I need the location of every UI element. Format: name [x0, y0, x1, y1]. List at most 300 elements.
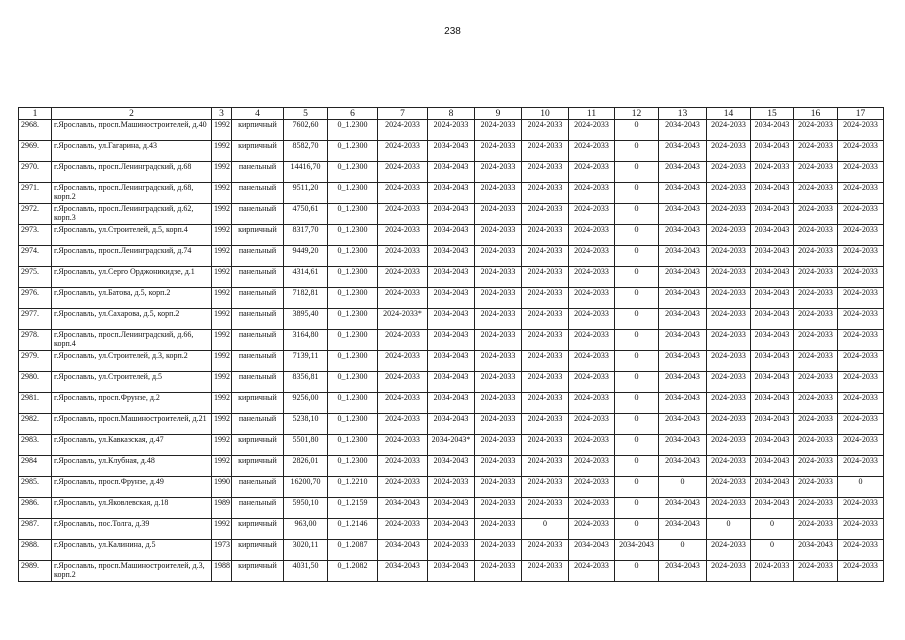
- wall-material-cell: панельный: [232, 183, 284, 204]
- table-row: [19, 414, 884, 435]
- coefficient-cell: 0_1.2300: [328, 120, 378, 141]
- period-col-11-cell: 2024-2033: [569, 162, 615, 183]
- wall-material-cell: панельный: [232, 288, 284, 309]
- period-col-12-cell: 0: [615, 561, 659, 582]
- address-cell: г.Ярославль, ул.Клубная, д.48: [52, 456, 212, 477]
- period-col-8-cell: 2034-2043: [428, 372, 475, 393]
- table-header-row: [19, 108, 884, 120]
- period-col-15-cell: 2034-2043: [751, 498, 794, 519]
- period-col-10-cell: 2024-2033: [522, 456, 569, 477]
- coefficient-cell: 0_1.2300: [328, 456, 378, 477]
- table-row: [19, 540, 884, 561]
- period-col-13-cell: 2034-2043: [659, 204, 707, 225]
- period-col-9-cell: 2024-2033: [475, 267, 522, 288]
- period-col-14-cell: 2024-2033: [707, 561, 751, 582]
- wall-material-cell: панельный: [232, 330, 284, 351]
- period-col-10-cell: 2024-2033: [522, 414, 569, 435]
- period-col-12-cell: 0: [615, 519, 659, 540]
- coefficient-cell: 0_1.2300: [328, 351, 378, 372]
- area-cell: 14416,70: [284, 162, 328, 183]
- year-built-cell: 1973: [212, 540, 232, 561]
- area-cell: 963,00: [284, 519, 328, 540]
- year-built-cell: 1992: [212, 204, 232, 225]
- period-col-15-cell: 0: [751, 540, 794, 561]
- period-col-15-cell: 2034-2043: [751, 456, 794, 477]
- period-col-10-cell: 2024-2033: [522, 288, 569, 309]
- address-cell: г.Ярославль, ул.Кавказская, д.47: [52, 435, 212, 456]
- coefficient-cell: 0_1.2300: [328, 204, 378, 225]
- period-col-12-cell: 0: [615, 456, 659, 477]
- period-col-17-cell: 2024-2033: [838, 309, 884, 330]
- period-col-12-cell: 0: [615, 330, 659, 351]
- period-col-7-cell: 2024-2033: [378, 414, 428, 435]
- period-col-12-cell: 0: [615, 498, 659, 519]
- address-cell: г.Ярославль, ул.Сахарова, д.5, корп.2: [52, 309, 212, 330]
- year-built-cell: 1992: [212, 435, 232, 456]
- area-cell: 4031,50: [284, 561, 328, 582]
- period-col-15-cell: 2034-2043: [751, 288, 794, 309]
- period-col-12-cell: 0: [615, 351, 659, 372]
- wall-material-cell: панельный: [232, 498, 284, 519]
- period-col-13-cell: 2034-2043: [659, 414, 707, 435]
- period-col-10-cell: 2024-2033: [522, 141, 569, 162]
- row-number-cell: 2986.: [19, 498, 52, 519]
- period-col-16-cell: 2024-2033: [794, 288, 838, 309]
- area-cell: 7182,81: [284, 288, 328, 309]
- period-col-16-cell: 2024-2033: [794, 414, 838, 435]
- year-built-cell: 1992: [212, 456, 232, 477]
- period-col-14-cell: 2024-2033: [707, 267, 751, 288]
- period-col-11-cell: 2024-2033: [569, 141, 615, 162]
- period-col-10-cell: 2024-2033: [522, 435, 569, 456]
- wall-material-cell: кирпичный: [232, 225, 284, 246]
- period-col-12-cell: 0: [615, 288, 659, 309]
- period-col-7-cell: 2034-2043: [378, 498, 428, 519]
- period-col-10-cell: 2024-2033: [522, 204, 569, 225]
- period-col-12-cell: 0: [615, 183, 659, 204]
- wall-material-cell: кирпичный: [232, 456, 284, 477]
- period-col-17-cell: 2024-2033: [838, 246, 884, 267]
- period-col-17-cell: 2024-2033: [838, 225, 884, 246]
- period-col-16-cell: 2024-2033: [794, 477, 838, 498]
- table-row: [19, 225, 884, 246]
- period-col-12-cell: 0: [615, 309, 659, 330]
- coefficient-cell: 0_1.2300: [328, 141, 378, 162]
- period-col-10-cell: 2024-2033: [522, 309, 569, 330]
- address-cell: г.Ярославль, просп.Ленинградский, д.68: [52, 162, 212, 183]
- table-row: [19, 330, 884, 351]
- period-col-15-cell: 2034-2043: [751, 204, 794, 225]
- period-col-17-cell: 2024-2033: [838, 456, 884, 477]
- table-row: [19, 141, 884, 162]
- year-built-cell: 1989: [212, 498, 232, 519]
- row-number-cell: 2989.: [19, 561, 52, 582]
- period-col-9-cell: 2024-2033: [475, 204, 522, 225]
- column-header-5: 5: [284, 108, 328, 120]
- year-built-cell: 1992: [212, 183, 232, 204]
- period-col-9-cell: 2024-2033: [475, 435, 522, 456]
- address-cell: г.Ярославль, ул.Батова, д.5, корп.2: [52, 288, 212, 309]
- area-cell: 5501,80: [284, 435, 328, 456]
- period-col-16-cell: 2024-2033: [794, 456, 838, 477]
- period-col-15-cell: 2034-2043: [751, 477, 794, 498]
- period-col-11-cell: 2024-2033: [569, 561, 615, 582]
- area-cell: 7602,60: [284, 120, 328, 141]
- table-row: [19, 309, 884, 330]
- period-col-15-cell: 2034-2043: [751, 225, 794, 246]
- period-col-7-cell: 2024-2033: [378, 162, 428, 183]
- period-col-11-cell: 2024-2033: [569, 183, 615, 204]
- coefficient-cell: 0_1.2300: [328, 309, 378, 330]
- period-col-7-cell: 2034-2043: [378, 540, 428, 561]
- period-col-11-cell: 2024-2033: [569, 288, 615, 309]
- wall-material-cell: панельный: [232, 246, 284, 267]
- row-number-cell: 2982.: [19, 414, 52, 435]
- period-col-7-cell: 2024-2033: [378, 246, 428, 267]
- period-col-14-cell: 2024-2033: [707, 414, 751, 435]
- period-col-7-cell: 2024-2033: [378, 477, 428, 498]
- period-col-16-cell: 2024-2033: [794, 162, 838, 183]
- year-built-cell: 1992: [212, 162, 232, 183]
- period-col-17-cell: 2024-2033: [838, 540, 884, 561]
- period-col-14-cell: 2024-2033: [707, 330, 751, 351]
- period-col-13-cell: 2034-2043: [659, 351, 707, 372]
- column-header-3: 3: [212, 108, 232, 120]
- period-col-12-cell: 0: [615, 204, 659, 225]
- period-col-14-cell: 2024-2033: [707, 120, 751, 141]
- period-col-15-cell: 2024-2033: [751, 162, 794, 183]
- wall-material-cell: панельный: [232, 414, 284, 435]
- period-col-7-cell: 2024-2033: [378, 393, 428, 414]
- table-row: [19, 120, 884, 141]
- period-col-11-cell: 2024-2033: [569, 246, 615, 267]
- area-cell: 4750,61: [284, 204, 328, 225]
- period-col-17-cell: 2024-2033: [838, 498, 884, 519]
- year-built-cell: 1992: [212, 351, 232, 372]
- period-col-10-cell: 2024-2033: [522, 330, 569, 351]
- period-col-14-cell: 2024-2033: [707, 351, 751, 372]
- column-header-6: 6: [328, 108, 378, 120]
- period-col-16-cell: 2024-2033: [794, 435, 838, 456]
- period-col-10-cell: 2024-2033: [522, 183, 569, 204]
- year-built-cell: 1988: [212, 561, 232, 582]
- table-row: [19, 162, 884, 183]
- period-col-14-cell: 2024-2033: [707, 246, 751, 267]
- period-col-9-cell: 2024-2033: [475, 456, 522, 477]
- row-number-cell: 2985.: [19, 477, 52, 498]
- column-header-17: 17: [838, 108, 884, 120]
- column-header-2: 2: [52, 108, 212, 120]
- period-col-9-cell: 2024-2033: [475, 393, 522, 414]
- period-col-11-cell: 2024-2033: [569, 309, 615, 330]
- area-cell: 2826,01: [284, 456, 328, 477]
- row-number-cell: 2972.: [19, 204, 52, 225]
- coefficient-cell: 0_1.2300: [328, 246, 378, 267]
- period-col-9-cell: 2024-2033: [475, 309, 522, 330]
- period-col-13-cell: 0: [659, 477, 707, 498]
- period-col-7-cell: 2024-2033: [378, 204, 428, 225]
- year-built-cell: 1992: [212, 246, 232, 267]
- coefficient-cell: 0_1.2300: [328, 267, 378, 288]
- housing-table: [18, 107, 884, 582]
- table-row: [19, 288, 884, 309]
- row-number-cell: 2975.: [19, 267, 52, 288]
- coefficient-cell: 0_1.2300: [328, 414, 378, 435]
- period-col-9-cell: 2024-2033: [475, 246, 522, 267]
- period-col-16-cell: 2024-2033: [794, 393, 838, 414]
- period-col-8-cell: 2034-2043: [428, 141, 475, 162]
- wall-material-cell: панельный: [232, 309, 284, 330]
- period-col-9-cell: 2024-2033: [475, 120, 522, 141]
- period-col-13-cell: 2034-2043: [659, 309, 707, 330]
- coefficient-cell: 0_1.2159: [328, 498, 378, 519]
- coefficient-cell: 0_1.2300: [328, 435, 378, 456]
- period-col-8-cell: 2034-2043: [428, 309, 475, 330]
- period-col-12-cell: 0: [615, 267, 659, 288]
- period-col-9-cell: 2024-2033: [475, 498, 522, 519]
- address-cell: г.Ярославль, ул.Строителей, д.5: [52, 372, 212, 393]
- year-built-cell: 1992: [212, 330, 232, 351]
- period-col-14-cell: 2024-2033: [707, 456, 751, 477]
- table-row: [19, 477, 884, 498]
- period-col-15-cell: 2034-2043: [751, 393, 794, 414]
- period-col-14-cell: 2024-2033: [707, 393, 751, 414]
- period-col-12-cell: 2034-2043: [615, 540, 659, 561]
- period-col-9-cell: 2024-2033: [475, 540, 522, 561]
- period-col-8-cell: 2034-2043: [428, 414, 475, 435]
- table-row: [19, 267, 884, 288]
- column-header-1: 1: [19, 108, 52, 120]
- period-col-8-cell: 2034-2043: [428, 519, 475, 540]
- period-col-14-cell: 2024-2033: [707, 435, 751, 456]
- period-col-10-cell: 2024-2033: [522, 162, 569, 183]
- address-cell: г.Ярославль, просп.Машиностроителей, д.40: [52, 120, 212, 141]
- row-number-cell: 2981.: [19, 393, 52, 414]
- row-number-cell: 2968.: [19, 120, 52, 141]
- address-cell: г.Ярославль, просп.Машиностроителей, д.21: [52, 414, 212, 435]
- table-row: [19, 204, 884, 225]
- period-col-12-cell: 0: [615, 435, 659, 456]
- area-cell: 9256,00: [284, 393, 328, 414]
- address-cell: г.Ярославль, просп.Фрунзе, д.2: [52, 393, 212, 414]
- area-cell: 16200,70: [284, 477, 328, 498]
- period-col-13-cell: 2034-2043: [659, 183, 707, 204]
- period-col-11-cell: 2024-2033: [569, 351, 615, 372]
- period-col-17-cell: 2024-2033: [838, 330, 884, 351]
- period-col-7-cell: 2024-2033*: [378, 309, 428, 330]
- period-col-10-cell: 2024-2033: [522, 561, 569, 582]
- period-col-7-cell: 2024-2033: [378, 225, 428, 246]
- period-col-16-cell: 2024-2033: [794, 267, 838, 288]
- period-col-14-cell: 2024-2033: [707, 372, 751, 393]
- period-col-8-cell: 2034-2043: [428, 204, 475, 225]
- year-built-cell: 1992: [212, 393, 232, 414]
- row-number-cell: 2987.: [19, 519, 52, 540]
- period-col-12-cell: 0: [615, 120, 659, 141]
- period-col-16-cell: 2024-2033: [794, 204, 838, 225]
- row-number-cell: 2969.: [19, 141, 52, 162]
- coefficient-cell: 0_1.2300: [328, 393, 378, 414]
- period-col-12-cell: 0: [615, 372, 659, 393]
- period-col-10-cell: 2024-2033: [522, 477, 569, 498]
- period-col-16-cell: 2024-2033: [794, 141, 838, 162]
- period-col-13-cell: 2034-2043: [659, 267, 707, 288]
- table-row: [19, 246, 884, 267]
- coefficient-cell: 0_1.2300: [328, 330, 378, 351]
- period-col-15-cell: 2034-2043: [751, 246, 794, 267]
- period-col-11-cell: 2024-2033: [569, 414, 615, 435]
- wall-material-cell: кирпичный: [232, 393, 284, 414]
- row-number-cell: 2971.: [19, 183, 52, 204]
- row-number-cell: 2979.: [19, 351, 52, 372]
- wall-material-cell: кирпичный: [232, 435, 284, 456]
- row-number-cell: 2984: [19, 456, 52, 477]
- period-col-9-cell: 2024-2033: [475, 414, 522, 435]
- column-header-9: 9: [475, 108, 522, 120]
- period-col-17-cell: 0: [838, 477, 884, 498]
- period-col-13-cell: 2034-2043: [659, 456, 707, 477]
- row-number-cell: 2988.: [19, 540, 52, 561]
- period-col-14-cell: 2024-2033: [707, 204, 751, 225]
- period-col-13-cell: 2034-2043: [659, 561, 707, 582]
- period-col-10-cell: 2024-2033: [522, 246, 569, 267]
- area-cell: 9511,20: [284, 183, 328, 204]
- coefficient-cell: 0_1.2146: [328, 519, 378, 540]
- period-col-9-cell: 2024-2033: [475, 477, 522, 498]
- wall-material-cell: панельный: [232, 372, 284, 393]
- column-header-15: 15: [751, 108, 794, 120]
- period-col-16-cell: 2034-2043: [794, 540, 838, 561]
- address-cell: г.Ярославль, ул.Калинина, д.5: [52, 540, 212, 561]
- period-col-13-cell: 0: [659, 540, 707, 561]
- period-col-17-cell: 2024-2033: [838, 120, 884, 141]
- coefficient-cell: 0_1.2087: [328, 540, 378, 561]
- period-col-7-cell: 2024-2033: [378, 519, 428, 540]
- year-built-cell: 1992: [212, 288, 232, 309]
- area-cell: 3020,11: [284, 540, 328, 561]
- wall-material-cell: кирпичный: [232, 120, 284, 141]
- period-col-8-cell: 2034-2043: [428, 183, 475, 204]
- period-col-9-cell: 2024-2033: [475, 372, 522, 393]
- period-col-17-cell: 2024-2033: [838, 561, 884, 582]
- coefficient-cell: 0_1.2210: [328, 477, 378, 498]
- period-col-15-cell: 2034-2043: [751, 414, 794, 435]
- table-row: [19, 435, 884, 456]
- column-header-12: 12: [615, 108, 659, 120]
- wall-material-cell: панельный: [232, 351, 284, 372]
- period-col-8-cell: 2034-2043: [428, 498, 475, 519]
- period-col-17-cell: 2024-2033: [838, 162, 884, 183]
- period-col-15-cell: 2024-2033: [751, 561, 794, 582]
- period-col-10-cell: 2024-2033: [522, 498, 569, 519]
- period-col-11-cell: 2024-2033: [569, 330, 615, 351]
- period-col-9-cell: 2024-2033: [475, 183, 522, 204]
- period-col-7-cell: 2034-2043: [378, 561, 428, 582]
- period-col-17-cell: 2024-2033: [838, 204, 884, 225]
- period-col-17-cell: 2024-2033: [838, 267, 884, 288]
- row-number-cell: 2977.: [19, 309, 52, 330]
- coefficient-cell: 0_1.2300: [328, 162, 378, 183]
- column-header-8: 8: [428, 108, 475, 120]
- period-col-7-cell: 2024-2033: [378, 456, 428, 477]
- period-col-14-cell: 2024-2033: [707, 477, 751, 498]
- wall-material-cell: панельный: [232, 267, 284, 288]
- table-row: [19, 498, 884, 519]
- period-col-11-cell: 2024-2033: [569, 477, 615, 498]
- page-number: 238: [444, 26, 461, 37]
- period-col-10-cell: 2024-2033: [522, 267, 569, 288]
- period-col-17-cell: 2024-2033: [838, 351, 884, 372]
- coefficient-cell: 0_1.2082: [328, 561, 378, 582]
- period-col-13-cell: 2034-2043: [659, 120, 707, 141]
- period-col-7-cell: 2024-2033: [378, 141, 428, 162]
- period-col-8-cell: 2034-2043: [428, 330, 475, 351]
- period-col-7-cell: 2024-2033: [378, 267, 428, 288]
- period-col-14-cell: 2024-2033: [707, 141, 751, 162]
- period-col-13-cell: 2034-2043: [659, 225, 707, 246]
- address-cell: г.Ярославль, пос.Толга, д.39: [52, 519, 212, 540]
- period-col-16-cell: 2024-2033: [794, 561, 838, 582]
- year-built-cell: 1992: [212, 519, 232, 540]
- period-col-8-cell: 2024-2033: [428, 540, 475, 561]
- period-col-16-cell: 2024-2033: [794, 246, 838, 267]
- period-col-16-cell: 2024-2033: [794, 225, 838, 246]
- address-cell: г.Ярославль, ул.Строителей, д.3, корп.2: [52, 351, 212, 372]
- coefficient-cell: 0_1.2300: [328, 183, 378, 204]
- period-col-10-cell: 2024-2033: [522, 372, 569, 393]
- wall-material-cell: кирпичный: [232, 540, 284, 561]
- period-col-14-cell: 0: [707, 519, 751, 540]
- year-built-cell: 1992: [212, 372, 232, 393]
- wall-material-cell: панельный: [232, 162, 284, 183]
- period-col-7-cell: 2024-2033: [378, 372, 428, 393]
- period-col-8-cell: 2034-2043: [428, 162, 475, 183]
- wall-material-cell: кирпичный: [232, 561, 284, 582]
- column-header-4: 4: [232, 108, 284, 120]
- row-number-cell: 2976.: [19, 288, 52, 309]
- table-row: [19, 456, 884, 477]
- table-row: [19, 183, 884, 204]
- year-built-cell: 1992: [212, 120, 232, 141]
- period-col-12-cell: 0: [615, 162, 659, 183]
- period-col-17-cell: 2024-2033: [838, 414, 884, 435]
- row-number-cell: 2978.: [19, 330, 52, 351]
- period-col-15-cell: 2034-2043: [751, 267, 794, 288]
- year-built-cell: 1992: [212, 309, 232, 330]
- area-cell: 3164,80: [284, 330, 328, 351]
- address-cell: г.Ярославль, просп.Машиностроителей, д.3, корп.2: [52, 561, 212, 582]
- column-header-7: 7: [378, 108, 428, 120]
- period-col-14-cell: 2024-2033: [707, 225, 751, 246]
- period-col-13-cell: 2034-2043: [659, 435, 707, 456]
- period-col-9-cell: 2024-2033: [475, 561, 522, 582]
- period-col-9-cell: 2024-2033: [475, 162, 522, 183]
- period-col-14-cell: 2024-2033: [707, 183, 751, 204]
- period-col-16-cell: 2024-2033: [794, 120, 838, 141]
- period-col-9-cell: 2024-2033: [475, 519, 522, 540]
- address-cell: г.Ярославль, ул.Серго Орджоникидзе, д.1: [52, 267, 212, 288]
- area-cell: 4314,61: [284, 267, 328, 288]
- period-col-13-cell: 2034-2043: [659, 330, 707, 351]
- period-col-8-cell: 2034-2043: [428, 246, 475, 267]
- coefficient-cell: 0_1.2300: [328, 372, 378, 393]
- period-col-12-cell: 0: [615, 141, 659, 162]
- period-col-11-cell: 2024-2033: [569, 435, 615, 456]
- area-cell: 8317,70: [284, 225, 328, 246]
- area-cell: 9449,20: [284, 246, 328, 267]
- year-built-cell: 1992: [212, 414, 232, 435]
- address-cell: г.Ярославль, ул.Строителей, д.5, корп.4: [52, 225, 212, 246]
